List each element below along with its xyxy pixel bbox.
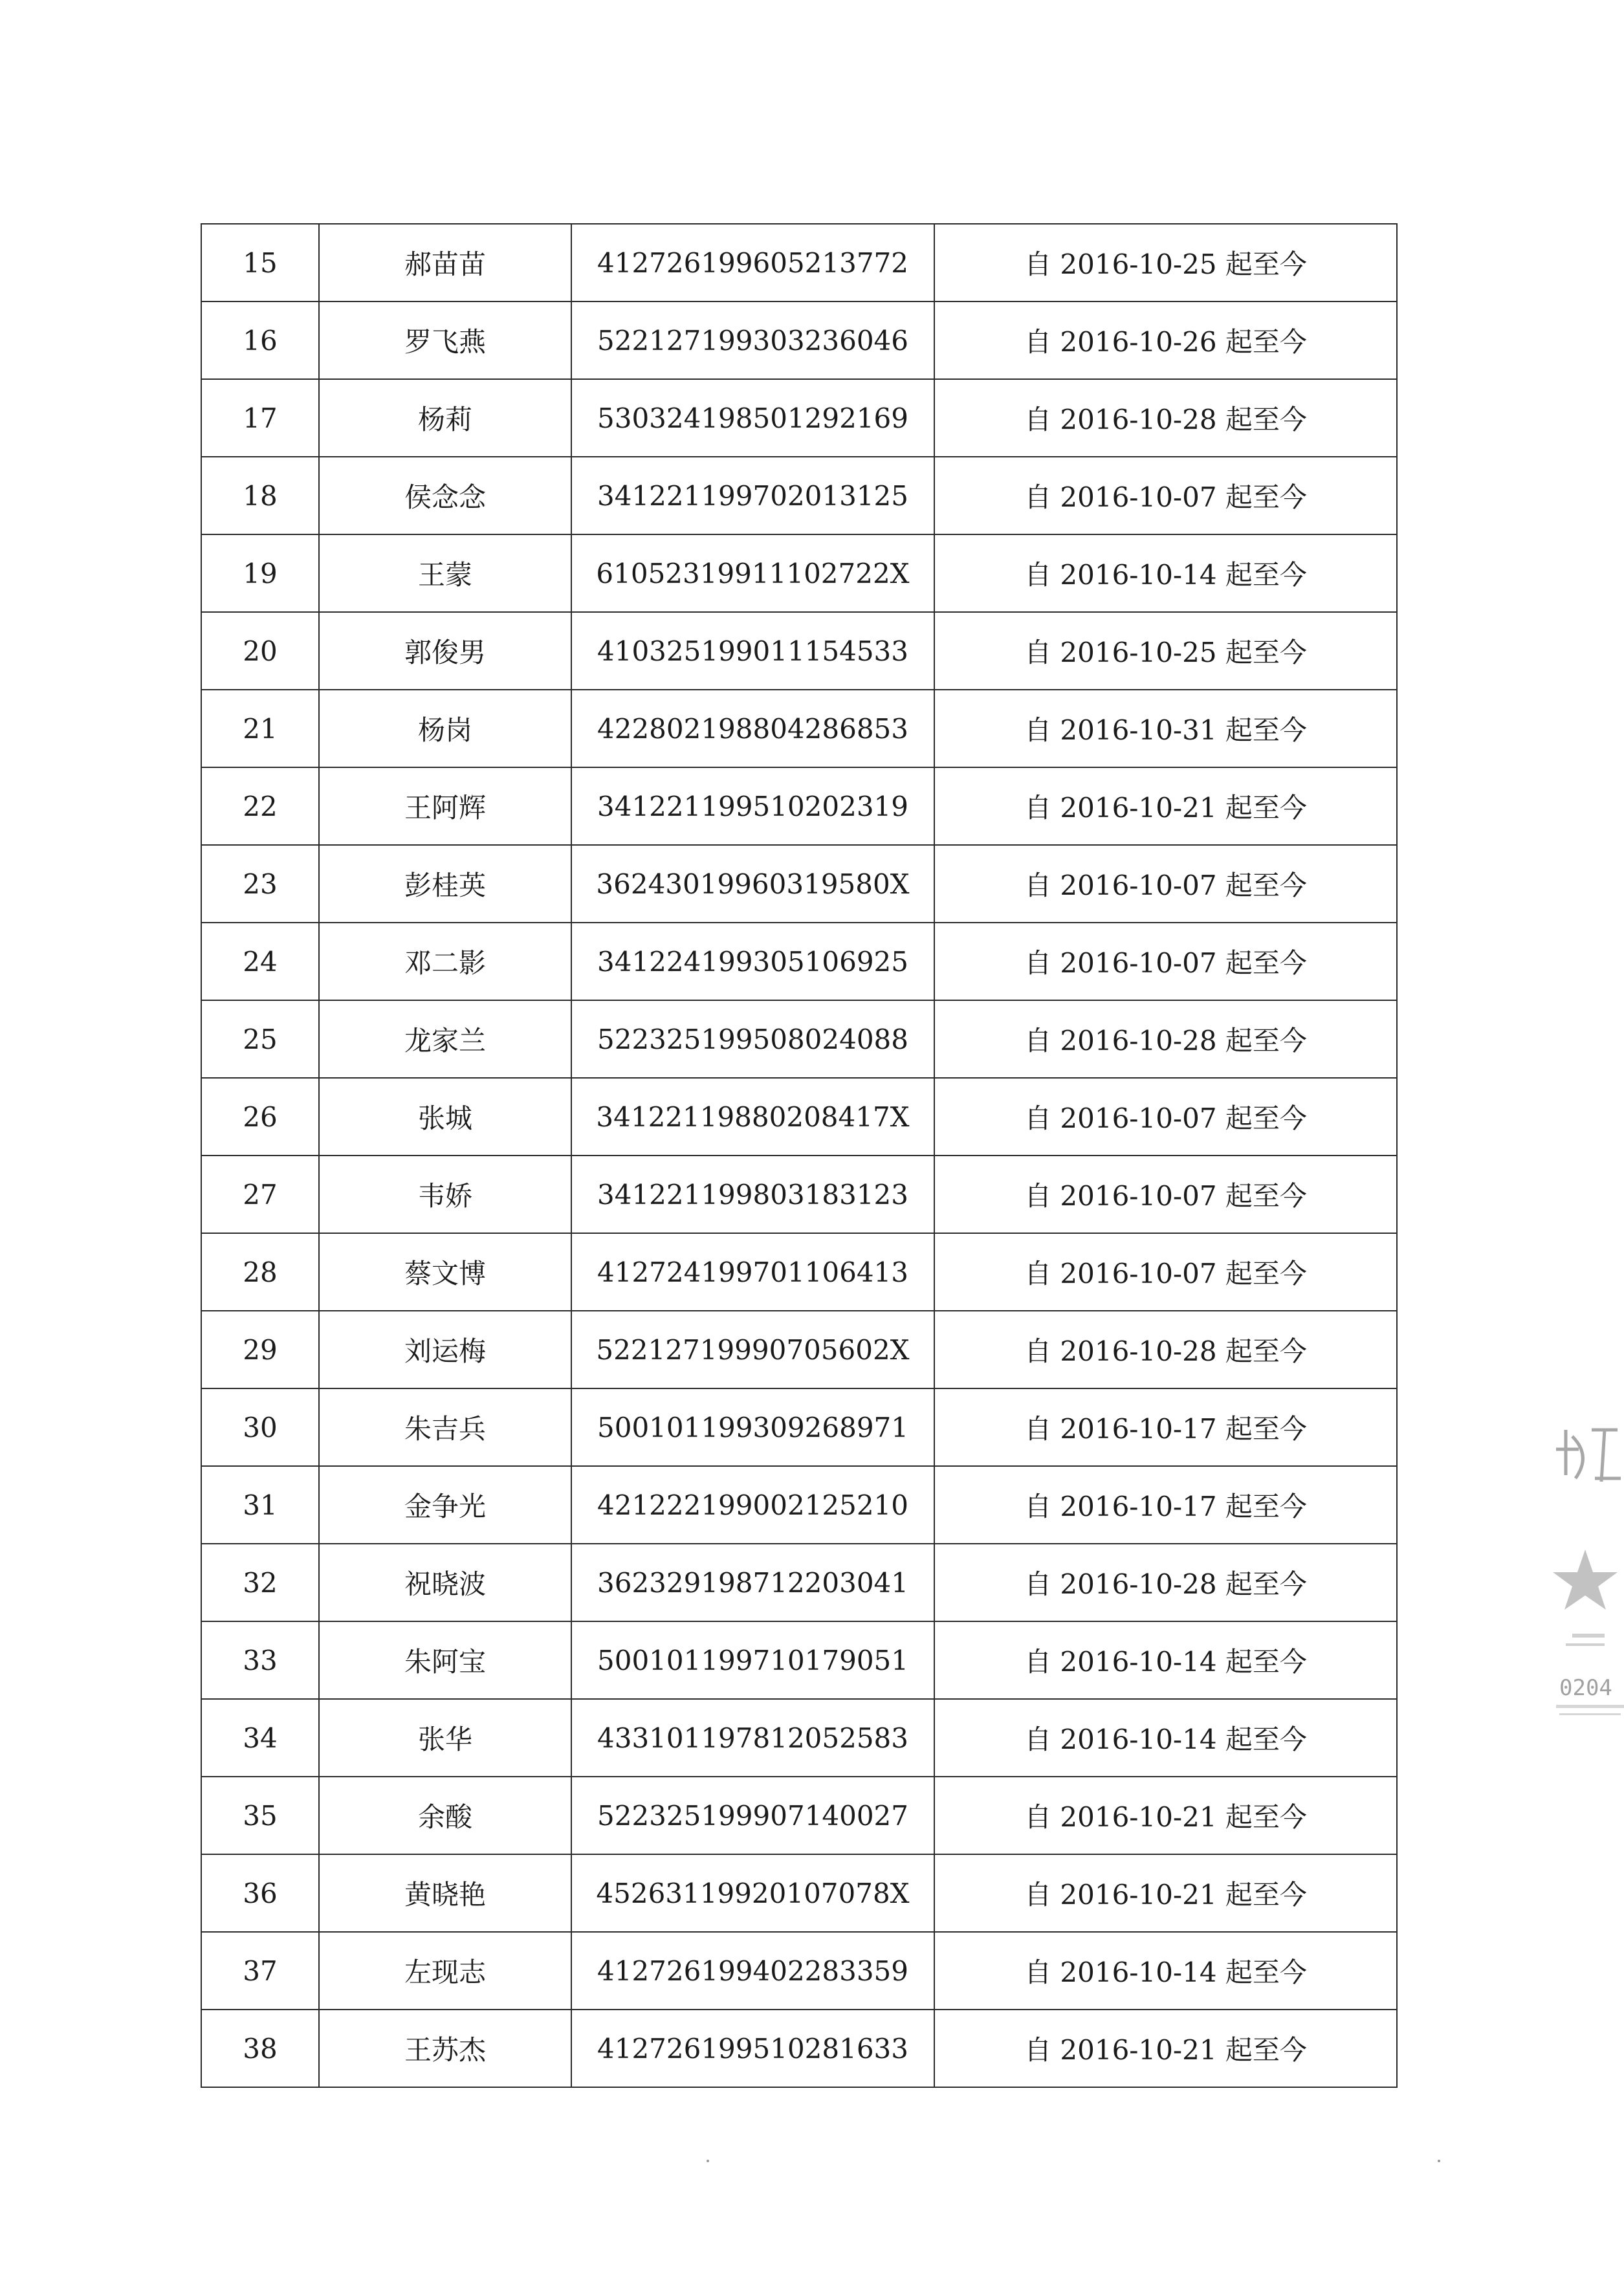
employee-name: 杨莉 [319,379,571,457]
row-number: 28 [201,1233,319,1311]
row-number: 16 [201,301,319,379]
employee-name: 祝晓波 [319,1544,571,1621]
employment-period: 自 2016-10-21 起至今 [934,2010,1397,2087]
employment-period: 自 2016-10-28 起至今 [934,1311,1397,1388]
row-number: 27 [201,1156,319,1233]
row-number: 18 [201,457,319,534]
employment-period: 自 2016-10-21 起至今 [934,1777,1397,1854]
id-number: 500101199710179051 [571,1621,934,1699]
employment-period: 自 2016-10-14 起至今 [934,534,1397,612]
employee-name: 彭桂英 [319,845,571,923]
table-row [201,923,1397,1000]
employee-name: 杨岗 [319,690,571,767]
id-number: 421222199002125210 [571,1466,934,1544]
table-row [201,301,1397,379]
table-row [201,1388,1397,1466]
id-number: 34122119880208417X [571,1078,934,1156]
employee-name: 张城 [319,1078,571,1156]
id-number: 422802198804286853 [571,690,934,767]
roster-sheet [201,223,1396,2088]
table-row [201,457,1397,534]
employment-period: 自 2016-10-14 起至今 [934,1621,1397,1699]
scan-speck [707,2160,709,2162]
employee-name: 黄晓艳 [319,1854,571,1932]
employee-name: 王苏杰 [319,2010,571,2087]
employment-period: 自 2016-10-28 起至今 [934,1544,1397,1621]
id-number: 500101199309268971 [571,1388,934,1466]
row-number: 26 [201,1078,319,1156]
row-number: 35 [201,1777,319,1854]
row-number: 24 [201,923,319,1000]
employment-period: 自 2016-10-14 起至今 [934,1932,1397,2010]
employee-name: 刘运梅 [319,1311,571,1388]
table-row [201,1466,1397,1544]
scan-speck [1438,2160,1440,2162]
row-number: 31 [201,1466,319,1544]
row-number: 23 [201,845,319,923]
employment-period: 自 2016-10-17 起至今 [934,1466,1397,1544]
employee-name: 余酸 [319,1777,571,1854]
employment-period: 自 2016-10-17 起至今 [934,1388,1397,1466]
employment-period: 自 2016-10-07 起至今 [934,457,1397,534]
employee-name: 侯念念 [319,457,571,534]
employment-period: 自 2016-10-21 起至今 [934,767,1397,845]
id-number: 45263119920107078X [571,1854,934,1932]
id-number: 36243019960319580X [571,845,934,923]
employee-name: 金争光 [319,1466,571,1544]
id-number: 341221199702013125 [571,457,934,534]
employment-period: 自 2016-10-28 起至今 [934,1000,1397,1078]
employment-period: 自 2016-10-07 起至今 [934,1078,1397,1156]
employee-name: 左现志 [319,1932,571,2010]
table-row [201,1311,1397,1388]
table-row [201,1544,1397,1621]
employment-period: 自 2016-10-26 起至今 [934,301,1397,379]
employment-period: 自 2016-10-14 起至今 [934,1699,1397,1777]
id-number: 433101197812052583 [571,1699,934,1777]
id-number: 362329198712203041 [571,1544,934,1621]
roster-table-body [201,224,1397,2087]
row-number: 34 [201,1699,319,1777]
official-seal-fragment [1546,1410,1624,1747]
table-row [201,1932,1397,2010]
employee-name: 王阿辉 [319,767,571,845]
employment-period: 自 2016-10-25 起至今 [934,612,1397,690]
id-number: 341221199510202319 [571,767,934,845]
id-number: 52212719990705602X [571,1311,934,1388]
table-row [201,1000,1397,1078]
id-number: 61052319911102722X [571,534,934,612]
table-row [201,1233,1397,1311]
id-number: 341221199803183123 [571,1156,934,1233]
id-number: 412726199605213772 [571,224,934,301]
employee-name: 龙家兰 [319,1000,571,1078]
table-row [201,690,1397,767]
id-number: 522325199907140027 [571,1777,934,1854]
employee-name: 郭俊男 [319,612,571,690]
id-number: 522325199508024088 [571,1000,934,1078]
table-row [201,1699,1397,1777]
row-number: 19 [201,534,319,612]
employee-name: 韦娇 [319,1156,571,1233]
employee-name: 邓二影 [319,923,571,1000]
employment-period: 自 2016-10-07 起至今 [934,923,1397,1000]
row-number: 32 [201,1544,319,1621]
employment-period: 自 2016-10-25 起至今 [934,224,1397,301]
table-row [201,1621,1397,1699]
employee-name: 郝苗苗 [319,224,571,301]
employee-name: 朱阿宝 [319,1621,571,1699]
employment-period: 自 2016-10-07 起至今 [934,1233,1397,1311]
row-number: 37 [201,1932,319,2010]
employee-name: 王蒙 [319,534,571,612]
table-row [201,612,1397,690]
id-number: 530324198501292169 [571,379,934,457]
row-number: 22 [201,767,319,845]
row-number: 33 [201,1621,319,1699]
table-row [201,1156,1397,1233]
table-row [201,1777,1397,1854]
id-number: 341224199305106925 [571,923,934,1000]
employee-roster-table [201,223,1398,2088]
seal-fragment-text: 0204 [1559,1675,1612,1701]
employee-name: 朱吉兵 [319,1388,571,1466]
id-number: 412726199510281633 [571,2010,934,2087]
id-number: 522127199303236046 [571,301,934,379]
table-row [201,1078,1397,1156]
employee-name: 罗飞燕 [319,301,571,379]
row-number: 15 [201,224,319,301]
table-row [201,379,1397,457]
employment-period: 自 2016-10-07 起至今 [934,1156,1397,1233]
table-row [201,534,1397,612]
row-number: 21 [201,690,319,767]
id-number: 410325199011154533 [571,612,934,690]
table-row [201,2010,1397,2087]
row-number: 38 [201,2010,319,2087]
employment-period: 自 2016-10-21 起至今 [934,1854,1397,1932]
table-row [201,1854,1397,1932]
row-number: 29 [201,1311,319,1388]
seal-fragment-graphic [1546,1410,1624,1747]
row-number: 36 [201,1854,319,1932]
employment-period: 自 2016-10-07 起至今 [934,845,1397,923]
row-number: 30 [201,1388,319,1466]
row-number: 17 [201,379,319,457]
employment-period: 自 2016-10-31 起至今 [934,690,1397,767]
table-row [201,224,1397,301]
id-number: 412726199402283359 [571,1932,934,2010]
employee-name: 蔡文博 [319,1233,571,1311]
employee-name: 张华 [319,1699,571,1777]
table-row [201,845,1397,923]
row-number: 20 [201,612,319,690]
employment-period: 自 2016-10-28 起至今 [934,379,1397,457]
row-number: 25 [201,1000,319,1078]
table-row [201,767,1397,845]
id-number: 412724199701106413 [571,1233,934,1311]
